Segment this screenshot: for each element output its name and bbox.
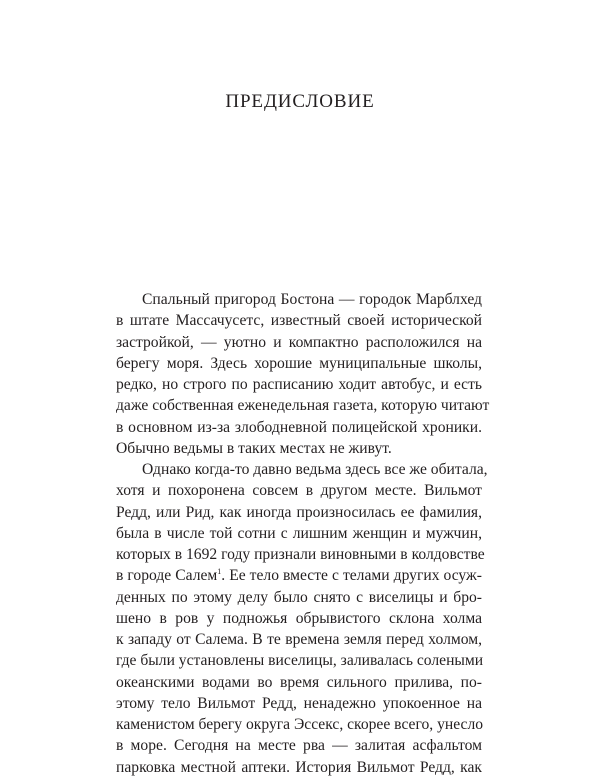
text-segment: в городе Салем [116,567,218,585]
text-line: денных по этому делу было снято с виселицы и бро- [116,588,482,606]
text-line: океанскими водами во время сильного прилива, по- [116,673,482,691]
text-line: даже собственная еженедельная газета, которую читают [116,397,490,415]
text-line: в море. Сегодня на месте рва — залитая асфальтом [116,737,482,755]
text-line: в основном из-за злободневной полицейской хроники. [116,418,482,436]
text-line: была в числе той сотни с лишним женщин и мужчин, [116,524,482,542]
text-line: которых в 1692 году признали виновными в колдовстве [116,546,485,563]
text-line: хотя и похоронена совсем в другом месте. Вильмот [116,482,482,500]
text-line: к западу от Салема. В те времена земля перед холмом, [116,631,482,648]
chapter-title: ПРЕДИСЛОВИЕ [225,91,375,112]
text-line: каменистом берегу округа Эссекс, скорее всего, унесло [116,716,484,733]
text-line: застройкой, — уютно и компактно расположился на [116,333,482,351]
text-line: Редд, или Рид, как иногда произносилась ее фамилия, [116,503,482,521]
text-line: Обычно ведьмы в таких местах не живут. [116,439,392,457]
text-line: Спальный пригород Бостона — городок Марблхед [142,291,482,308]
text-line: шено в ров у подножья обрывистого склона холма [116,609,482,627]
text-line: парковка местной аптеки. История Вильмот Редд, как [116,758,482,776]
text-line [116,565,482,586]
text-line: редко, но строго по расписанию ходит автобус, и есть [116,376,482,393]
text-segment: . Ее тело вместе с телами других осуж- [221,567,482,585]
text-line: где были установлены виселицы, заливалась солеными [116,652,484,670]
text-line: берегу моря. Здесь хорошие муниципальные школы, [116,354,482,372]
footnote-marker: 1 [217,567,222,577]
text-line: Однако когда-то давно ведьма здесь все же обитала, [142,461,488,478]
text-line: этому тело Вильмот Редд, ненадежно упокоенное на [116,694,482,712]
body-text [116,289,490,778]
text-line: в штате Массачусетс, известный своей исторической [116,312,482,330]
